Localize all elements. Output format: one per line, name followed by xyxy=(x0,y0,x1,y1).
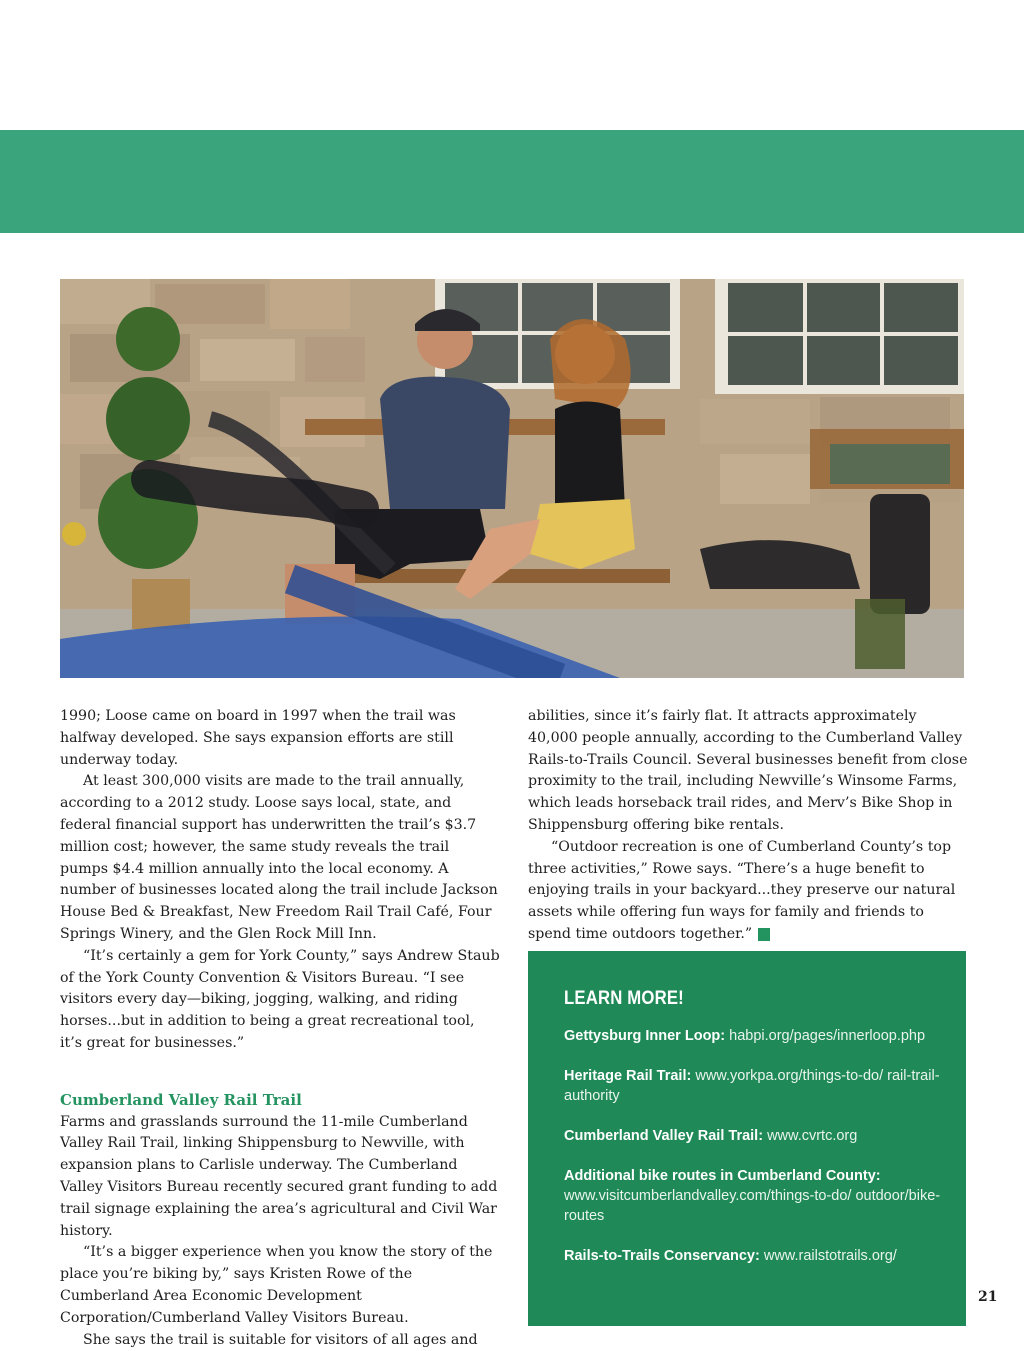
top-banner xyxy=(0,130,1024,233)
resource-link[interactable]: www.yorkpa.org/things-to-do/ rail-trail-authority xyxy=(564,1068,940,1104)
resource-item xyxy=(564,1126,954,1146)
paragraph: 1990; Loose came on board in 1997 when the trail was halfway developed. She says expansion efforts are still underway today. xyxy=(60,708,456,768)
paragraph: “It’s a bigger experience when you know the story of the place you’re biking by,” says Kristen Rowe of the Cumberland Area Economic Development Corporation/Cumberland Valley Visitors Bureau. xyxy=(60,1244,493,1326)
paragraph: “It’s certainly a gem for York County,” says Andrew Staub of the York County Convention & Visitors Bureau. “I see visitors every day—biking, jogging, walking, and riding horses...but in addition to being a great recreational tool, it’s great for businesses.” xyxy=(60,947,500,1051)
paragraph-text: “Outdoor recreation is one of Cumberland County’s top three activities,” Rowe says. “There’s a huge benefit to enjoying trails in your backyard...they preserve our natural assets while offering fun ways for family and friends to spend time outdoors together.” xyxy=(528,838,956,942)
resource-link[interactable]: www.visitcumberlandvalley.com/things-to-do/ outdoor/bike-routes xyxy=(564,1188,941,1224)
resource-item xyxy=(564,1066,954,1106)
feature-photo xyxy=(60,279,964,678)
resource-label: Additional bike routes in Cumberland County: xyxy=(564,1168,881,1184)
section-heading: Cumberland Valley Rail Trail xyxy=(60,1090,302,1109)
paragraph: Farms and grasslands surround the 11-mile Cumberland Valley Rail Trail, linking Shippensburg to Newville, with expansion plans to Carlisle underway. The Cumberland Valley Visitors Bureau recently secured grant funding to add trail signage explaining the area’s agricultural and Civil War history. xyxy=(60,1113,498,1239)
resource-label: Cumberland Valley Rail Trail: xyxy=(564,1128,764,1144)
resource-item xyxy=(564,1246,954,1266)
resource-link[interactable]: habpi.org/pages/innerloop.php xyxy=(729,1028,926,1044)
resource-link[interactable]: www.cvrtc.org xyxy=(767,1128,858,1144)
paragraph: At least 300,000 visits are made to the trail annually, according to a 2012 study. Loose says local, state, and federal financial support has underwritten the trail’s $3.7 million cost; however, the same study reveals the trail pumps $4.4 million annually into the local economy. A number of businesses located along the trail include Jackson House Bed & Breakfast, New Freedom Rail Trail Café, Four Springs Winery, and the Glen Rock Mill Inn. xyxy=(60,773,498,942)
page-number: 21 xyxy=(978,1289,998,1305)
paragraph: abilities, since it’s fairly flat. It attracts approximately 40,000 people annually, according to the Cumberland Valley Rails-to-Trails Council. Several businesses benefit from close proximity to the trail, including Newville’s Winsome Farms, which leads horseback trail rides, and Merv’s Bike Shop in Shippensburg offering bike rentals. xyxy=(528,708,968,833)
resource-label: Gettysburg Inner Loop: xyxy=(564,1028,726,1044)
paragraph xyxy=(528,837,968,946)
paragraph: She says the trail is suitable for visitors of all ages and xyxy=(83,1331,478,1348)
resource-label: Rails-to-Trails Conservancy: xyxy=(564,1248,760,1264)
learn-more-box xyxy=(528,951,966,1326)
resource-item xyxy=(564,1166,954,1226)
learn-more-heading: LEARN MORE! xyxy=(564,988,684,1009)
right-column xyxy=(528,706,968,946)
left-column xyxy=(60,706,500,1351)
learn-more-list xyxy=(564,1026,954,1286)
resource-label: Heritage Rail Trail: xyxy=(564,1068,692,1084)
resource-link[interactable]: www.railstotrails.org/ xyxy=(763,1248,897,1264)
resource-item xyxy=(564,1026,954,1046)
end-mark-icon: ✦ xyxy=(758,928,770,941)
